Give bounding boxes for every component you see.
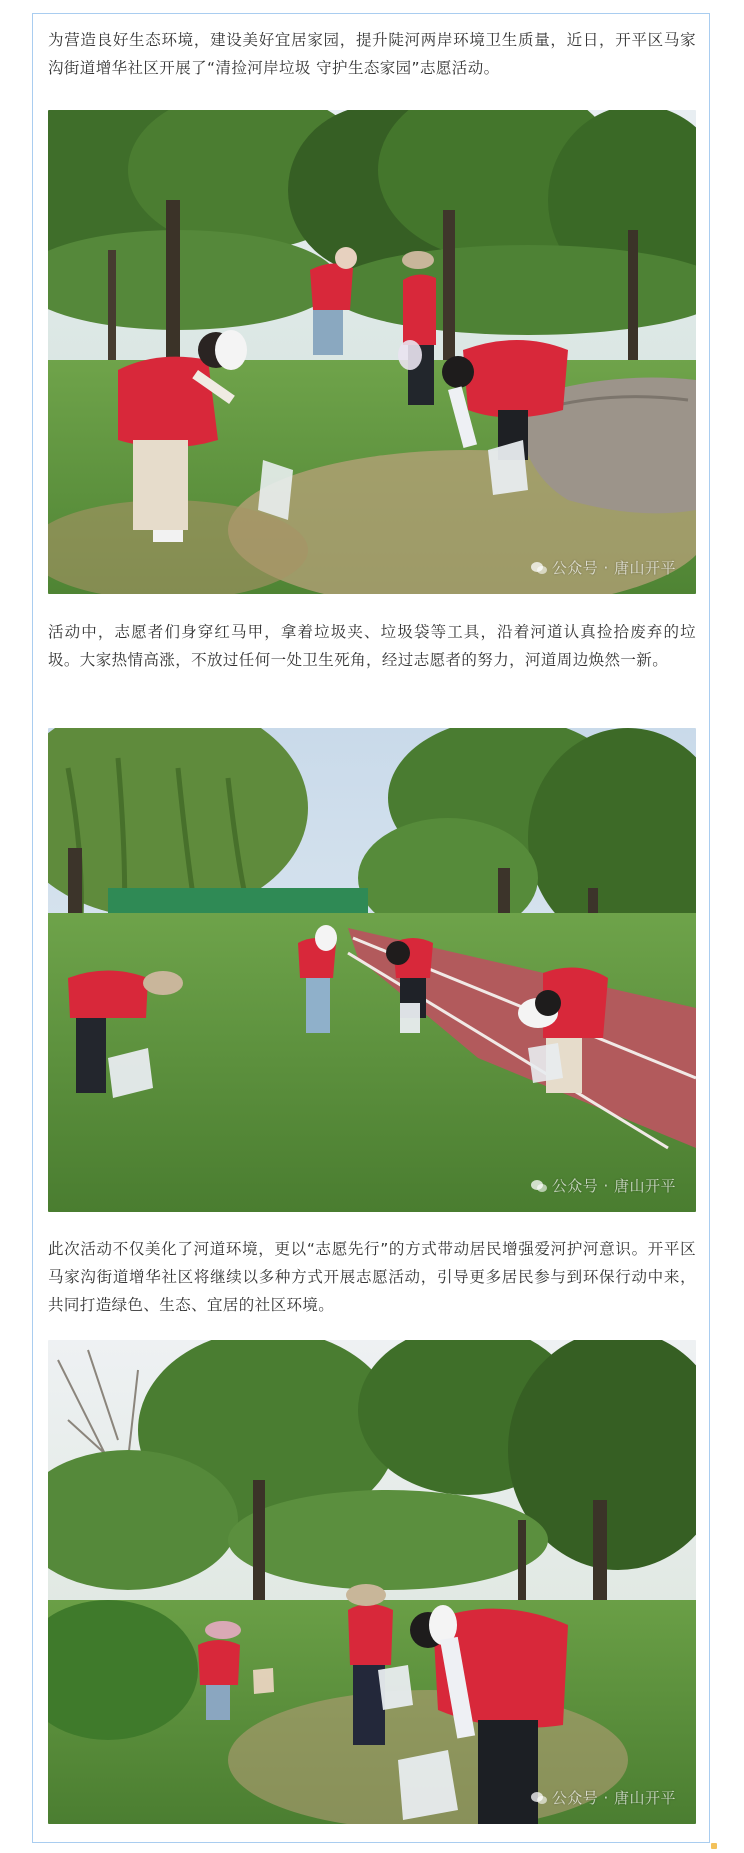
- paragraph-2: 活动中，志愿者们身穿红马甲，拿着垃圾夹、垃圾袋等工具，沿着河道认真捡拾废弃的垃圾。大家热情高涨，不放过任何一处卫生死角，经过志愿者的努力，河道周边焕然一新。: [48, 623, 696, 669]
- photo-volunteers-riverside-path: [48, 728, 696, 1212]
- wechat-icon: [531, 561, 547, 575]
- photo-volunteers-park: [48, 110, 696, 594]
- photo-volunteers-woods: [48, 1340, 696, 1824]
- paragraph-3: 此次活动不仅美化了河道环境，更以“志愿先行”的方式带动居民增强爱河护河意识。开平区马家沟街道增华社区将继续以多种方式开展志愿活动，引导更多居民参与到环保行动中来，共同打造绿色、生态、宜居的社区环境。: [48, 1240, 696, 1314]
- photo-watermark: 公众号 · 唐山开平: [531, 557, 676, 578]
- wechat-icon: [531, 1791, 547, 1805]
- wechat-icon: [531, 1179, 547, 1193]
- corner-dot: [711, 1843, 717, 1849]
- photo-watermark: 公众号 · 唐山开平: [531, 1787, 676, 1808]
- photo-watermark: 公众号 · 唐山开平: [531, 1175, 676, 1196]
- paragraph-1: 为营造良好生态环境，建设美好宜居家园，提升陡河两岸环境卫生质量，近日，开平区马家沟街道增华社区开展了“清捡河岸垃圾 守护生态家园”志愿活动。: [48, 31, 696, 77]
